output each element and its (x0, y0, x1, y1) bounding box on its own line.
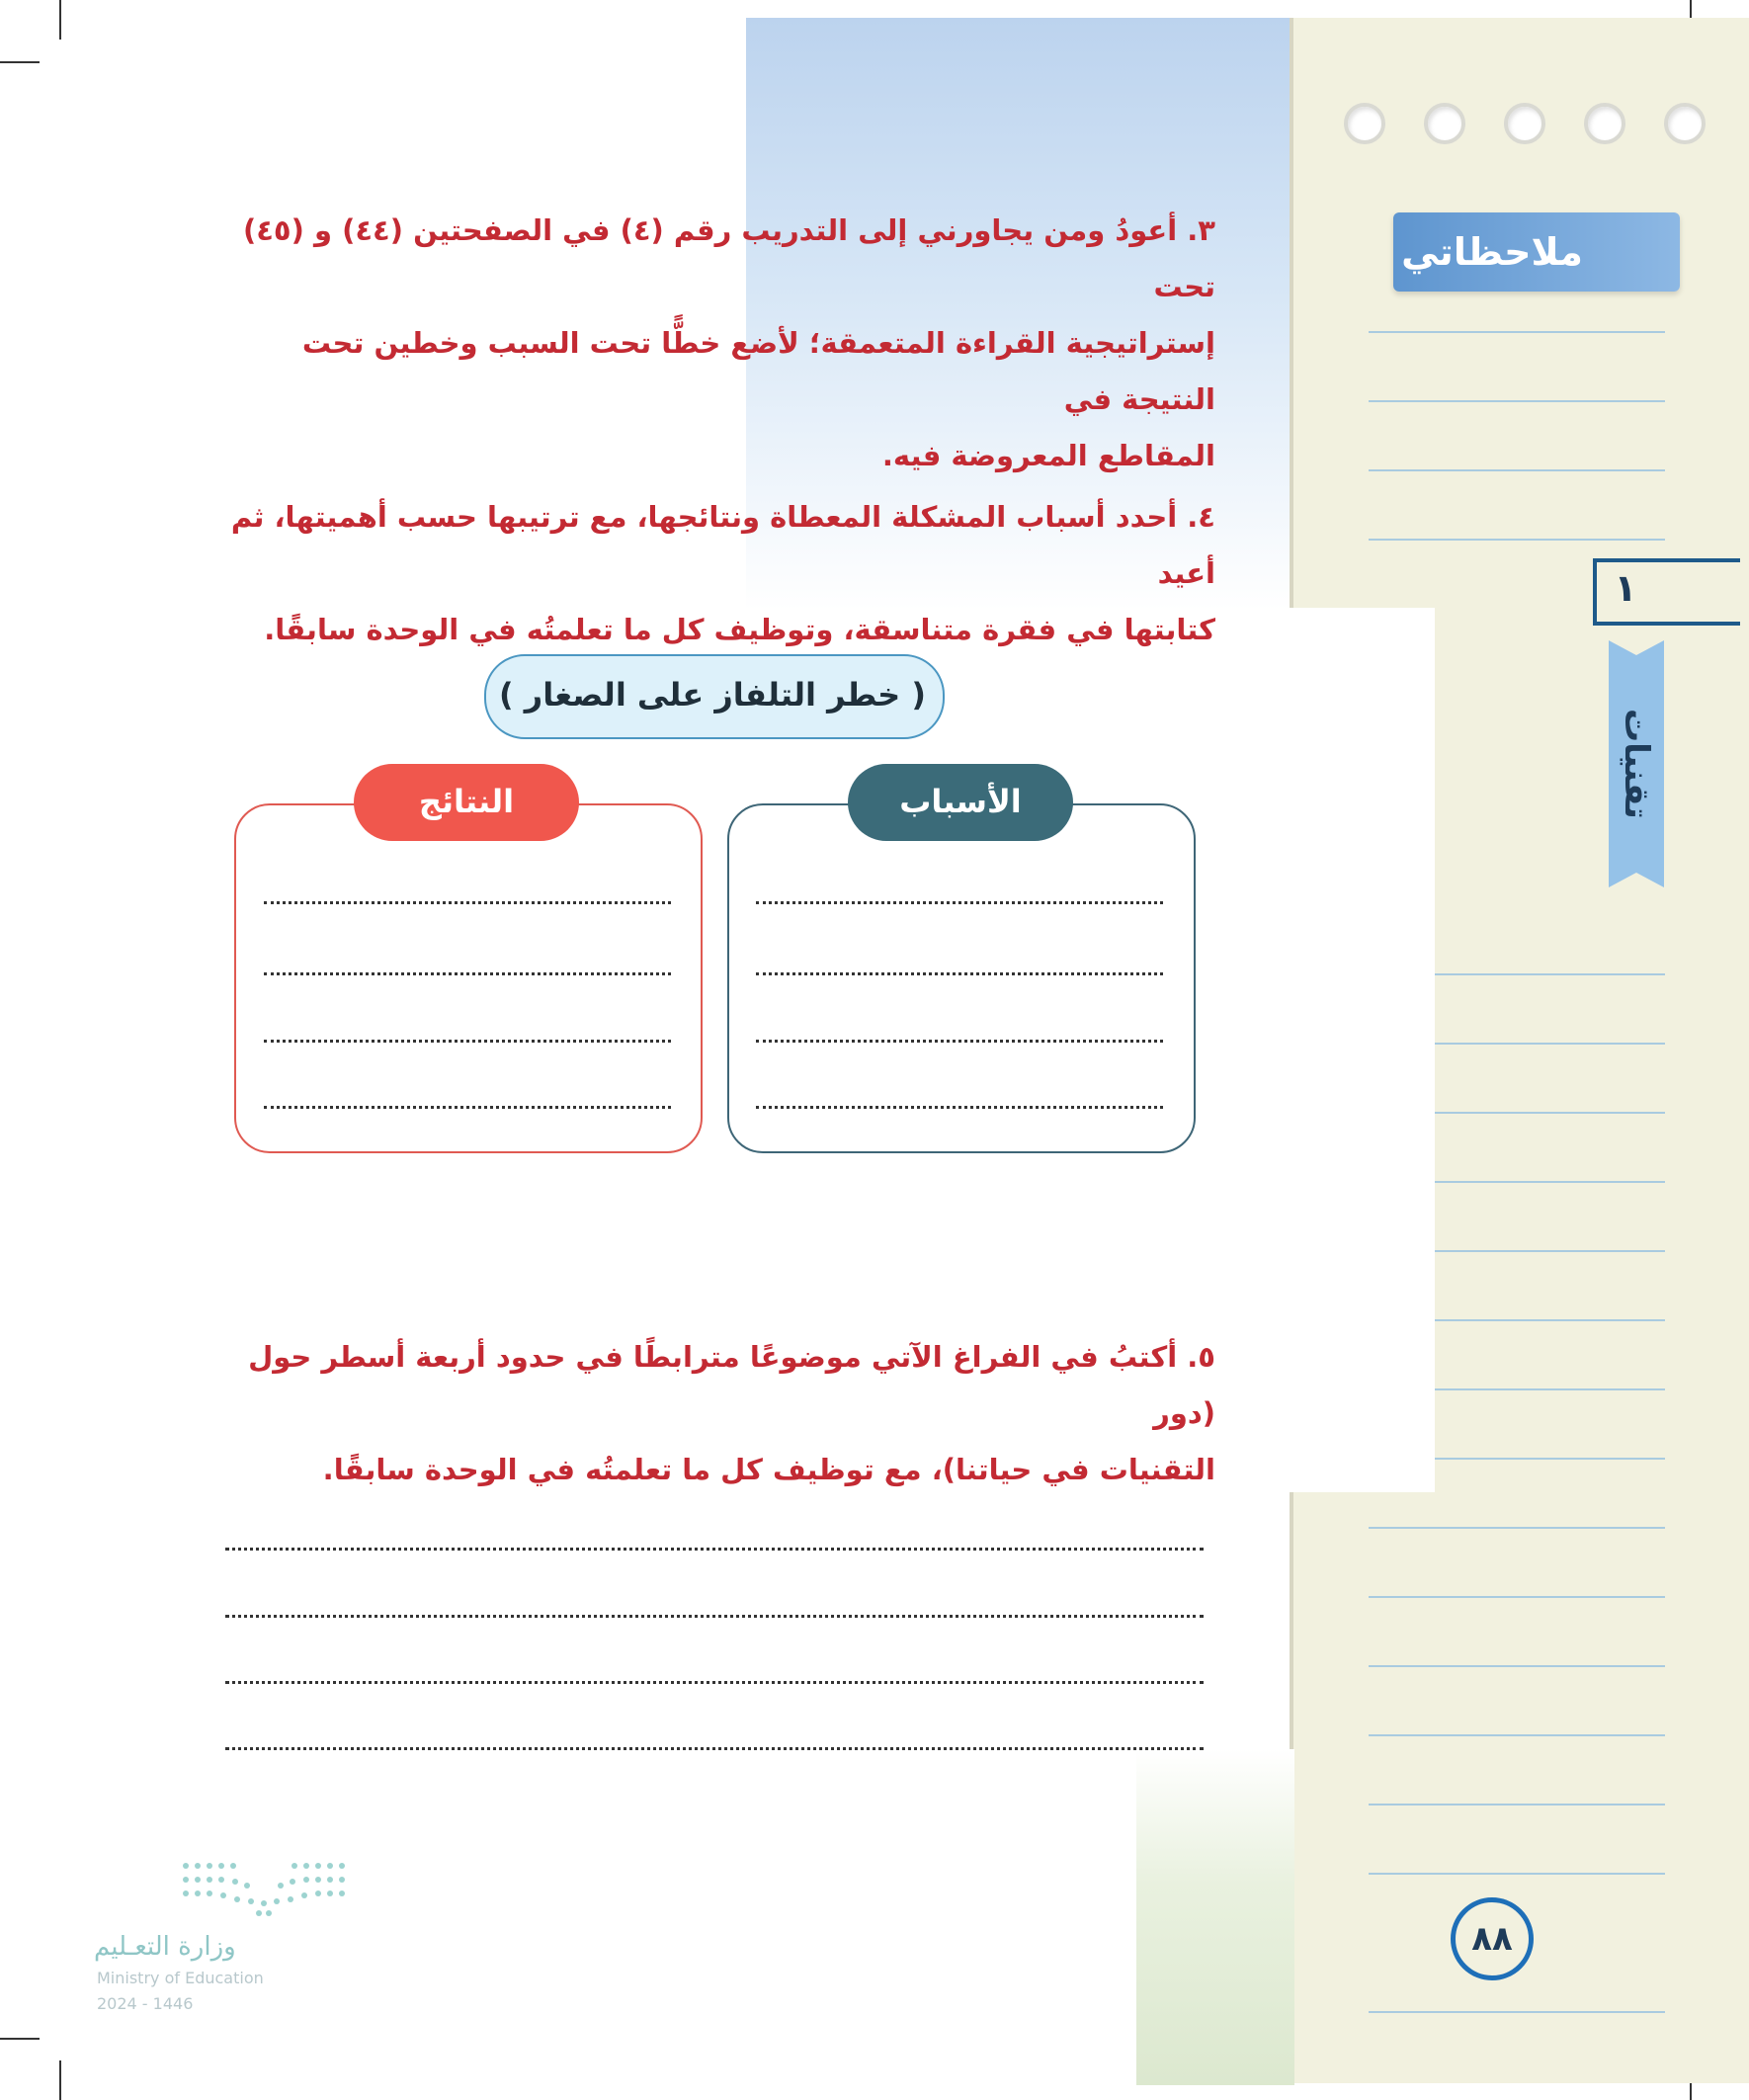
crop-mark (0, 2038, 40, 2040)
essay-answer-line[interactable] (225, 1743, 1204, 1750)
crop-mark (59, 2060, 61, 2100)
results-answer-line[interactable] (264, 1036, 671, 1043)
question-3-line-2: إستراتيجية القراءة المتعمقة؛ لأضع خطًّا تحت السبب وخطين تحت النتيجة في (301, 326, 1215, 416)
essay-answer-line[interactable] (225, 1677, 1204, 1684)
binder-hole (1664, 103, 1706, 144)
question-3-line-1: ٣. أعودُ ومن يجاورني إلى التدريب رقم (٤) في الصفحتين (٤٤) و (٤٥) تحت (242, 213, 1215, 303)
notes-title: ملاحظاتي (1401, 230, 1583, 274)
causes-answer-line[interactable] (756, 968, 1163, 975)
results-box (234, 803, 703, 1153)
binder-hole (1504, 103, 1545, 144)
essay-answer-line[interactable] (225, 1611, 1204, 1618)
notebook-line (1369, 469, 1665, 471)
page-number: ٨٨ (1471, 1919, 1513, 1959)
notebook-line (1369, 1873, 1665, 1875)
question-4-line-2: كتابتها في فقرة متناسقة، وتوظيف كل ما تعلمتُه في الوحدة سابقًا. (264, 613, 1215, 646)
topic-title: ( خطر التلفاز على الصغار ) (499, 676, 926, 714)
ministry-year: 2024 - 1446 (97, 1994, 194, 2013)
ministry-name-arabic: وزارة التعـليم (94, 1932, 236, 1962)
question-4 (208, 489, 1215, 658)
ministry-name-english: Ministry of Education (97, 1969, 264, 1987)
causes-box (727, 803, 1196, 1153)
question-4-line-1: ٤. أحدد أسباب المشكلة المعطاة ونتائجها، مع ترتيبها حسب أهميتها، ثم أعيد (230, 500, 1215, 590)
causes-answer-line[interactable] (756, 1036, 1163, 1043)
results-answer-line[interactable] (264, 1102, 671, 1109)
question-5-line-1: ٥. أكتبُ في الفراغ الآتي موضوعًا مترابطًا في حدود أربعة أسطر حول (دور (248, 1340, 1215, 1430)
essay-answer-line[interactable] (225, 1544, 1204, 1551)
results-answer-line[interactable] (264, 897, 671, 904)
notebook-line (1369, 1734, 1665, 1736)
notebook-line (1369, 1665, 1665, 1667)
unit-title: تقنيات (1617, 708, 1656, 819)
notebook-line (1369, 1596, 1665, 1598)
question-5 (208, 1329, 1215, 1498)
results-answer-line[interactable] (264, 968, 671, 975)
notebook-line (1369, 539, 1665, 541)
notebook-line (1369, 1527, 1665, 1529)
crop-mark (59, 0, 61, 40)
question-5-line-2: التقنيات في حياتنا)، مع توظيف كل ما تعلمتُه في الوحدة سابقًا. (322, 1453, 1215, 1486)
causes-header: الأسباب (848, 764, 1073, 841)
notebook-line (1369, 400, 1665, 402)
unit-number: ١ (1614, 566, 1637, 610)
crop-mark (0, 61, 40, 63)
question-3 (208, 203, 1215, 484)
causes-answer-line[interactable] (756, 1102, 1163, 1109)
grass-background (1136, 1749, 1294, 2085)
notebook-line (1369, 2011, 1665, 2013)
binder-hole (1344, 103, 1385, 144)
causes-answer-line[interactable] (756, 897, 1163, 904)
results-header: النتائج (354, 764, 579, 841)
ministry-logo-icon (178, 1858, 351, 1917)
notebook-line (1369, 1804, 1665, 1806)
question-3-line-3: المقاطع المعروضة فيه. (881, 439, 1215, 472)
binder-hole (1424, 103, 1465, 144)
binder-hole (1584, 103, 1625, 144)
notebook-line (1369, 331, 1665, 333)
